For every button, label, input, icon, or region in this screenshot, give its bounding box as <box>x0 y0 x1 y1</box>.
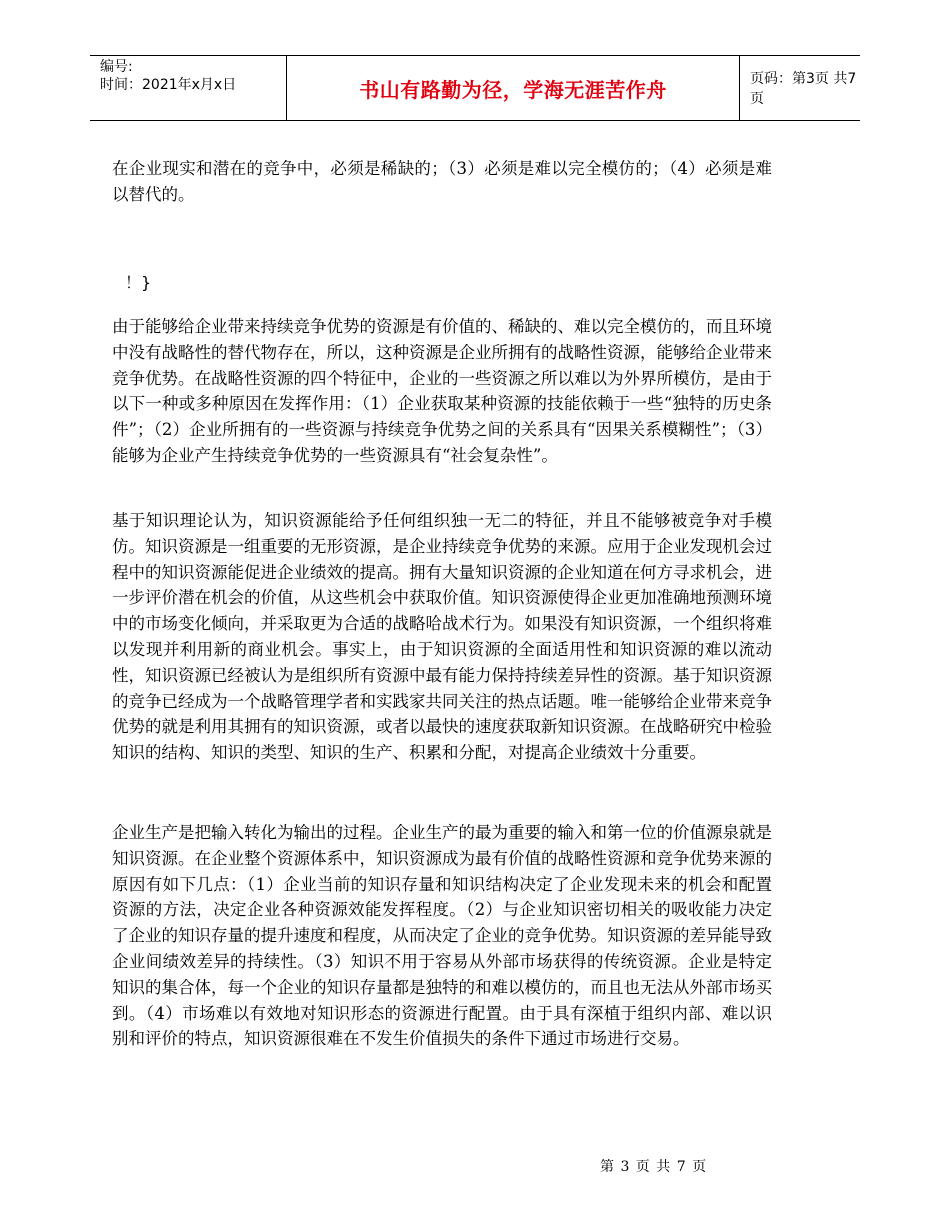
paragraph-2: 由于能够给企业带来持续竞争优势的资源是有价值的、稀缺的、难以完全模仿的，而且环境中没有战略性的替代物存在，所以，这种资源是企业所拥有的战略性资源，能够给企业带来竞争优势。在战略性资源的四个特征中，企业的一些资源之所以难以为外界所模仿，是由于以下一种或多种原因在发挥作用：（1）企业获取某种资源的技能依赖于一些“独特的历史条件”；（2）企业所拥有的一些资源与持续竞争优势之间的关系具有“因果关系模糊性”；（3）能够为企业产生持续竞争优势的一些资源具有“社会复杂性”。 <box>112 317 772 465</box>
page-header <box>90 55 860 121</box>
number-label: 编号: <box>100 59 133 75</box>
paragraph-4: 企业生产是把输入转化为输出的过程。企业生产的最为重要的输入和第一位的价值源泉就是知识资源。在企业整个资源体系中，知识资源成为最有价值的战略性资源和竞争优势来源的原因有如下几点：（1）企业当前的知识存量和知识结构决定了企业发现未来的机会和配置资源的方法，决定企业各种资源效能发挥程度。（2）与企业知识密切相关的吸收能力决定了企业的知识存量的提升速度和程度，从而决定了企业的竞争优势。知识资源的差异能导致企业间绩效差异的持续性。（3）知识不用于容易从外部市场获得的传统资源。企业是特定知识的集合体，每一个企业的知识存量都是独特的和难以模仿的，而且也无法从外部市场买到。（4）市场难以有效地对知识形态的资源进行配置。由于具有深植于组织内部、难以识别和评价的特点，知识资源很难在不发生价值损失的条件下通过市场进行交易。 <box>112 823 772 1049</box>
header-page-info <box>750 56 860 120</box>
page-info-text: 页码：第3页 共7页 <box>750 71 857 107</box>
paragraph-3: 基于知识理论认为，知识资源能给予任何组织独一无二的特征，并且不能够被竞争对手模仿。知识资源是一组重要的无形资源，是企业持续竞争优势的来源。应用于企业发现机会过程中的知识资源能促进企业绩效的提高。拥有大量知识资源的企业知道在何方寻求机会，进一步评价潜在机会的价值，从这些机会中获取价值。知识资源使得企业更加准确地预测环境中的市场变化倾向，并采取更为合适的战略哈战术行为。如果没有知识资源，一个组织将难以发现并利用新的商业机会。事实上，由于知识资源的全面适用性和知识资源的难以流动性，知识资源已经被认为是组织所有资源中最有能力保持持续差异性的资源。基于知识资源的竞争已经成为一个战略管理学者和实践家共同关注的热点话题。唯一能够给企业带来竞争优势的就是利用其拥有的知识资源，或者以最快的速度获取新知识资源。在战略研究中检验知识的结构、知识的类型、知识的生产、积累和分配，对提高企业绩效十分重要。 <box>112 511 772 763</box>
header-motto-cell <box>286 56 740 120</box>
paragraph-1: 在企业现实和潜在的竞争中，必须是稀缺的；（3）必须是难以完全模仿的；（4）必须是难以替代的。 <box>112 159 772 204</box>
time-label: 时间：2021年x月x日 <box>100 77 237 93</box>
text-fragment: ！} <box>125 273 152 292</box>
header-meta <box>100 58 280 94</box>
paragraph-1-block <box>112 156 772 208</box>
motto-text: 书山有路勤为径，学海无涯苦作舟 <box>359 77 667 102</box>
page-footer: 第 3 页 共 7 页 <box>600 1159 708 1175</box>
